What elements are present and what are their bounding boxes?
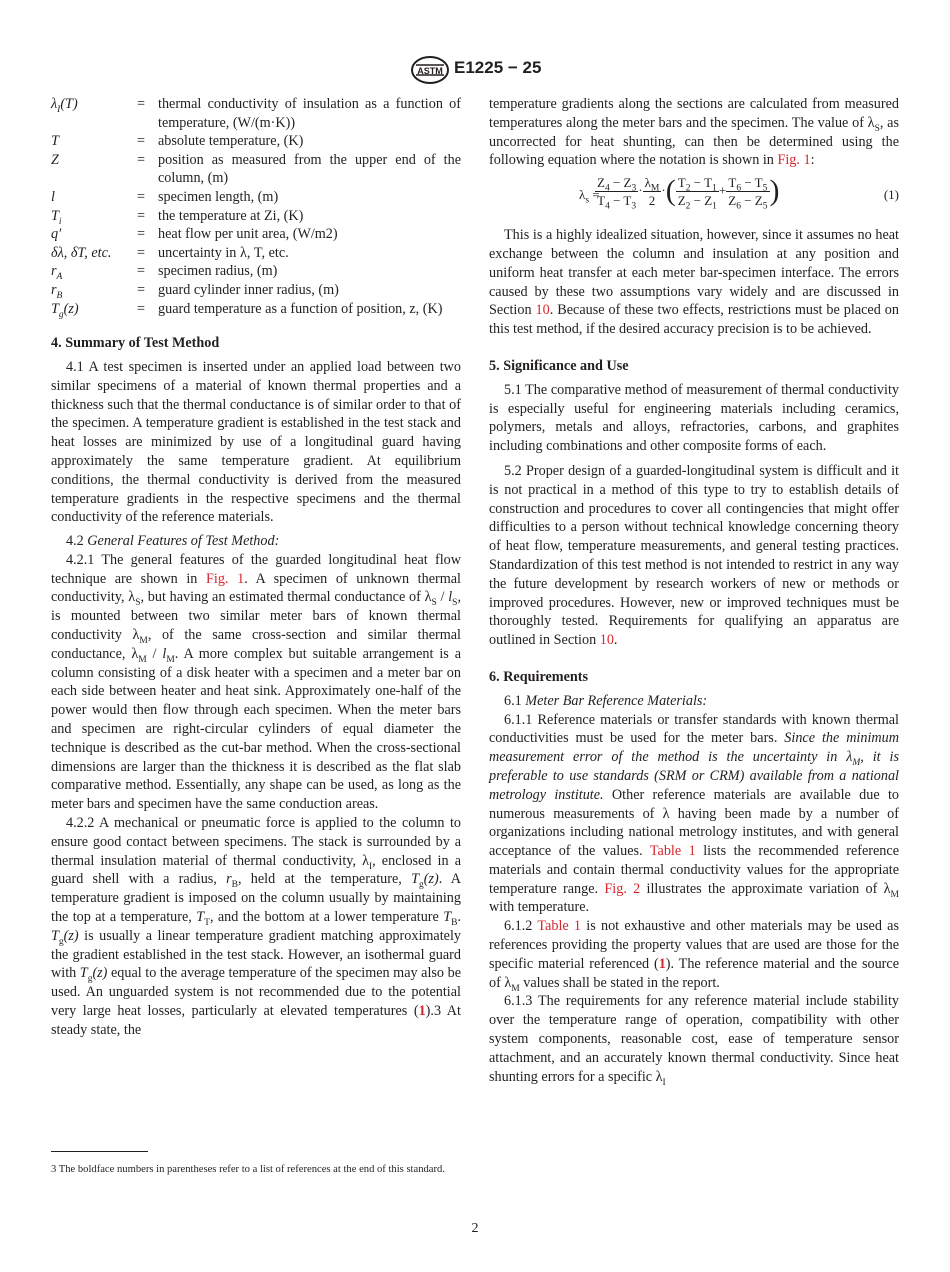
symbol: $\lambda_I(T)$ <box>51 96 78 115</box>
equation-number: (1) <box>883 187 899 203</box>
equals-sign: = <box>137 281 146 298</box>
para-5-1: 5.1 The comparative method of measurement of thermal conductivity is especially useful for engineering materials including ceramics, polymers, metals and alloys, refractories, carbons, and graphites including combinations and other composite forms of each. <box>489 381 899 455</box>
symbol-description: the temperature at Zi, (K) <box>158 207 304 224</box>
table-link[interactable]: Table 1 <box>537 918 582 935</box>
page-number: 2 <box>471 1221 479 1236</box>
right-column <box>489 95 899 1086</box>
symbol: l <box>51 188 55 205</box>
symbol-row <box>51 225 461 244</box>
symbol: $r_B$ <box>51 281 63 301</box>
symbol-description: specimen length, (m) <box>158 188 279 205</box>
section-link[interactable]: 10 <box>599 632 614 649</box>
equation-1 <box>489 174 899 218</box>
symbol-description: guard cylinder inner radius, (m) <box>158 281 339 298</box>
equation-body: $\frac{Z_4 - Z_3}{T_4 - T_3}$ · $\frac{\lambda_M}{2}$ ·( $\frac{T_2 - T_1}{Z_2 - Z_1}$ + $\frac{T_6 - T_5}{Z_6 - Z_5}$ ) <box>597 174 780 212</box>
symbol-description: specimen radius, (m) <box>158 263 278 280</box>
symbol-description: thermal conductivity of insulation as a function of temperature, (W/(m·K)) <box>158 96 461 131</box>
symbol-description: heat flow per unit area, (W/m2) <box>158 226 338 243</box>
symbol: T <box>51 133 59 150</box>
equals-sign: = <box>137 188 146 205</box>
symbol: δλ, δT, etc. <box>51 244 112 261</box>
symbol-description: guard temperature as a function of position, z, (K) <box>158 300 443 317</box>
symbol: q′ <box>51 226 62 243</box>
svg-text:ASTM: ASTM <box>417 66 443 76</box>
symbol-row <box>51 151 461 188</box>
para-4-2-1: 4.2.1 The general features of the guarded longitudinal heat flow technique are shown in Fig. 1. A specimen of unknown thermal conductivity, $\lambda_S$, but having an estimated thermal conductance of $\lambda_S / l_S$, is mounted between two similar meter bars of known thermal conductivity $\lambda_M$, of the same cross-section and similar thermal conductance, $\lambda_M / l_M$. A more complex but suitable arrangement is a column consisting of a disk heater with a specimen and a meter bar on each side between heater and heat sink. Approximately one-half of the power would then flow through each specimen. When the meter bars and specimen are right-circular cylinders of equal diameter the technique is described as the cut-bar method. When the cross-sectional dimensions are larger than the thickness it is described as the flat slab comparative method. Essentially, any shape can be used, as long as the meter bars and specimen have the same conduction areas. <box>51 551 462 813</box>
footnote: 3 The boldface numbers in parentheses refer to a list of references at the end of this standard. <box>51 1164 445 1175</box>
equals-sign: = <box>137 207 146 224</box>
page-header <box>0 55 950 87</box>
equals-sign: = <box>137 263 146 280</box>
reference-link[interactable]: 1 <box>418 1003 426 1020</box>
equals-sign: = <box>137 244 146 261</box>
para-5-2: 5.2 Proper design of a guarded-longitudinal system is difficult and it is not practical in a method of this type to try to establish details of construction and procedures to cover all contingencies that might offer difficulties to a person without technical knowledge concerning theory of heat flow, temperature measurements, and general testing practices. Standardization of this test method is not intended to restrict in any way the future development by research workers of new or methods or improved procedures. However, new or improved techniques must be thoroughly tested. Requirements for qualifying an apparatus are outlined in Section 10. <box>489 462 899 649</box>
section-link[interactable]: 10 <box>535 302 550 319</box>
para-ideal: This is a highly idealized situation, however, since it assumes no heat exchange between the column and insulation at any position and uniform heat transfer at each meter bar-specimen interface. The errors caused by these two assumptions vary widely and are discussed in Section 10. Because of these two effects, restrictions must be placed on this test method, if the desired accuracy precision is to be achieved. <box>489 227 899 338</box>
equals-sign: = <box>137 226 146 243</box>
equals-sign: = <box>137 96 146 112</box>
symbol-row <box>51 95 461 132</box>
equation-lhs: $\lambda_s$ = <box>579 187 600 206</box>
symbol-row <box>51 132 461 151</box>
symbol: Z <box>51 151 59 168</box>
para-4-2: 4.2 General Features of Test Method: <box>66 533 280 550</box>
symbol: $T_i$ <box>51 207 62 227</box>
para-6-1-1: 6.1.1 Reference materials or transfer standards with known thermal conductivities must be used for the meter bars. Since the minimum measurement error of the method is the uncertainty in $\lambda_M$, it is preferable to use standards (SRM or CRM) available from a national metrology institute. Other reference materials are available due to numerous measurements of λ having been made by a number of organizations including national metrology institutes, and with general acceptance of the values. Table 1 lists the recommended reference materials and contain thermal conductivity values for the appropriate temperature range. Fig. 2 illustrates the approximate variation of $\lambda_M$ with temperature. <box>489 711 899 916</box>
symbol-description: uncertainty in λ, T, etc. <box>158 244 289 261</box>
astm-logo-icon <box>410 55 450 85</box>
para-continued: temperature gradients along the sections are calculated from measured temperatures along the meter bars and the specimen. The value of $\lambda_S$, as uncorrected for heat shunting, can then be determined using the following equation where the notation is shown in Fig. 1: <box>489 96 899 169</box>
footnote-rule <box>51 1151 148 1152</box>
table-link[interactable]: Table 1 <box>649 843 696 860</box>
para-4-2-2: 4.2.2 A mechanical or pneumatic force is applied to the column to ensure good contact between specimens. The stack is surrounded by a thermal insulation material of thermal conductivity, $\lambda_I$, enclosed in a guard shell with a radius, $r_B$, held at the temperature, $T_g(z)$. A temperature gradient is imposed on the column usually by maintaining the top at a temperature, $T_T$, and the bottom at a lower temperature $T_B$. $T_g(z)$ is usually a linear temperature gradient matching approximately the gradient established in the test stack. However, an isothermal guard with $T_g(z)$ equal to the average temperature of the specimen may also be used. An unguarded system is not recommended due to the potential very large heat losses, particularly at elevated temperatures (1).3 At steady state, the <box>51 815 461 1038</box>
symbol-row <box>51 244 461 263</box>
symbol-description: absolute temperature, (K) <box>158 133 304 150</box>
equals-sign: = <box>137 133 146 150</box>
figure-link[interactable]: Fig. 2 <box>604 880 641 897</box>
para-6-1-3: 6.1.3 The requirements for any reference material include stability over the temperature range of operation, compatibility with other system components, reasonable cost, ease of temperature sensor attachment, and an accurately known thermal conductivity. Since heat shunting errors for a specific $\lambda_I$ <box>489 993 899 1088</box>
equals-sign: = <box>137 151 146 168</box>
symbol: $r_A$ <box>51 263 63 283</box>
symbol-row <box>51 300 461 319</box>
symbol-row <box>51 262 461 281</box>
symbol: $T_g(z)$ <box>51 300 79 320</box>
figure-link[interactable]: Fig. 1 <box>206 570 245 587</box>
section-5-heading: 5. Significance and Use <box>489 357 629 374</box>
figure-link[interactable]: Fig. 1 <box>777 152 811 169</box>
symbol-description: position as measured from the upper end of the column, (m) <box>158 151 461 187</box>
para-6-1: 6.1 Meter Bar Reference Materials: <box>504 692 708 709</box>
section-6-heading: 6. Requirements <box>489 668 589 685</box>
left-column <box>51 95 461 1040</box>
para-6-1-2: 6.1.2 Table 1 is not exhaustive and other materials may be used as references providing the property values that are used are those for the specific material referenced (1). The reference material and the source of $\lambda_M$ values shall be stated in the report. <box>489 918 900 994</box>
para-4-1: 4.1 A test specimen is inserted under an applied load between two similar specimens of a material of known thermal properties and a thickness such that the thermal conductance is of similar order to that of the specimen. A temperature gradient is established in the test stack and heat losses are minimized by use of a longitudinal guard having approximately the same temperature gradient. At equilibrium conditions, the thermal conductivity is derived from the measured temperature gradients in the respective specimens and the thermal conductivity of the reference materials. <box>51 358 461 526</box>
reference-link[interactable]: 1 <box>658 955 666 972</box>
symbol-row <box>51 188 461 207</box>
equals-sign: = <box>137 300 146 317</box>
standard-number: E1225 − 25 <box>454 58 542 77</box>
symbol-row <box>51 281 461 300</box>
section-4-heading: 4. Summary of Test Method <box>51 335 220 352</box>
symbol-row <box>51 207 461 226</box>
symbol-table <box>51 95 461 318</box>
